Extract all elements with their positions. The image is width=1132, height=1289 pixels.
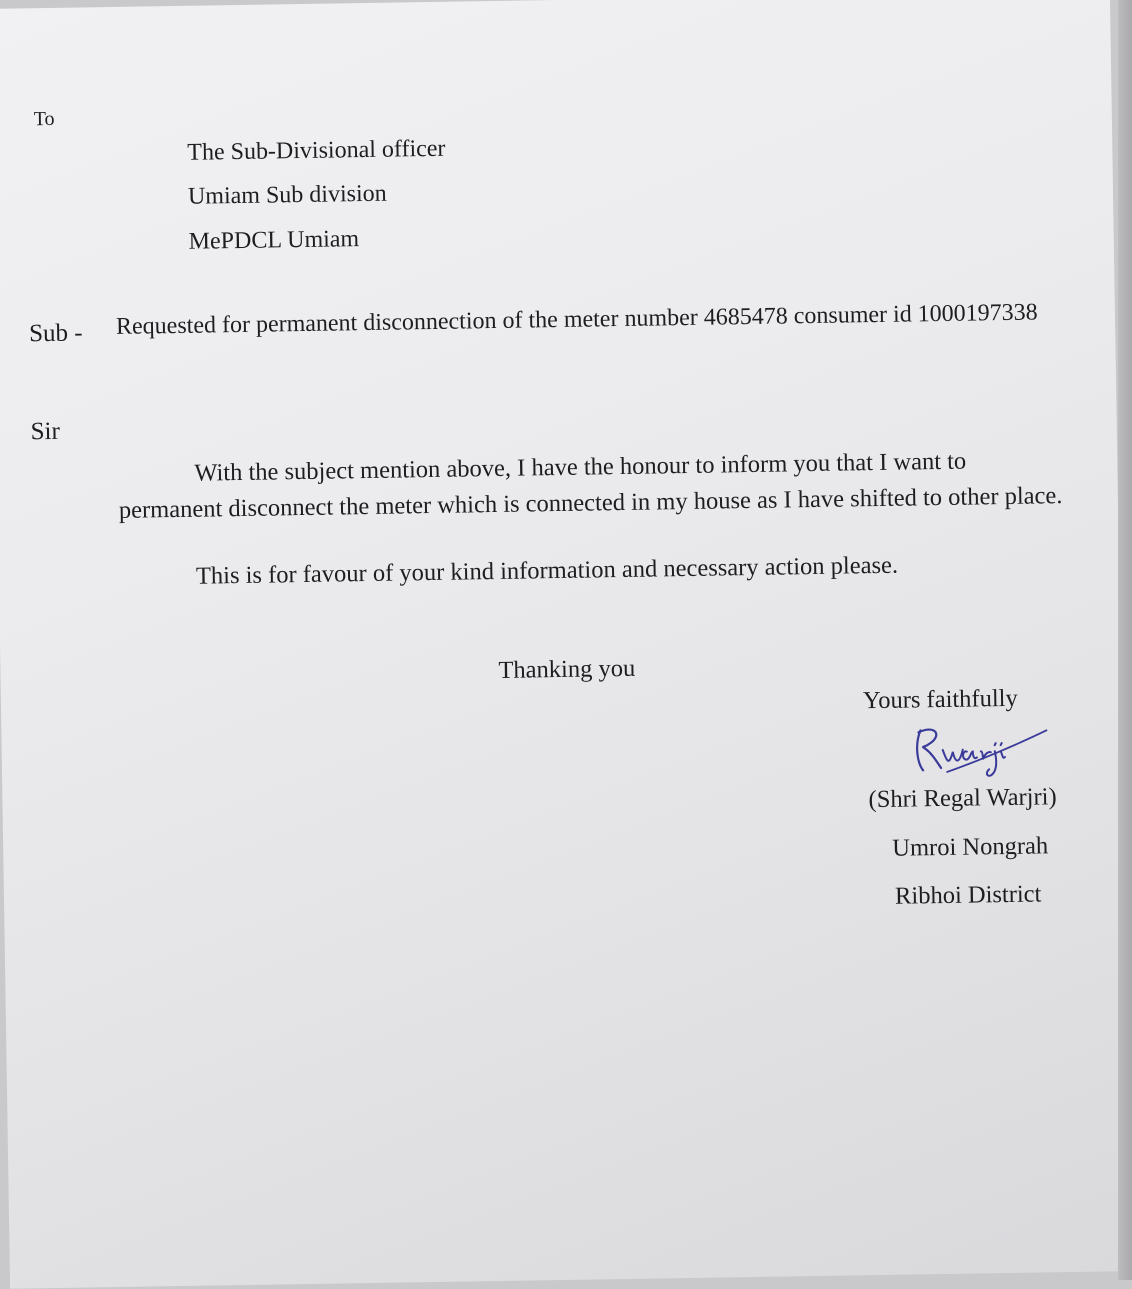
recipient-line-3: MePDCL Umiam (188, 226, 360, 255)
sender-name: (Shri Regal Warjri) (868, 783, 1057, 814)
sender-address-1: Umroi Nongrah (892, 832, 1049, 862)
subject-label: Sub - (28, 319, 83, 348)
closing-yours-faithfully: Yours faithfully (862, 684, 1018, 715)
to-label: To (33, 107, 55, 131)
closing-thanks: Thanking you (498, 654, 636, 684)
recipient-line-1: The Sub-Divisional officer (187, 135, 446, 166)
body-paragraph-1: With the subject mention above, I have the honour to inform you that I want to permanent disconnect the meter which is connected in my house as I have shifted to other place. (118, 447, 1063, 524)
body-paragraph-2: This is for favour of your kind information and necessary action please. (195, 551, 899, 590)
sender-address-2: Ribhoi District (894, 880, 1042, 910)
greeting: Sir (30, 417, 61, 446)
recipient-line-2: Umiam Sub division (187, 180, 387, 210)
signature-image (906, 720, 1057, 782)
paper-edge-shadow (1118, 0, 1132, 1280)
subject-text: Requested for permanent disconnection of the meter number 4685478 consumer id 1000197338 (115, 299, 1038, 340)
